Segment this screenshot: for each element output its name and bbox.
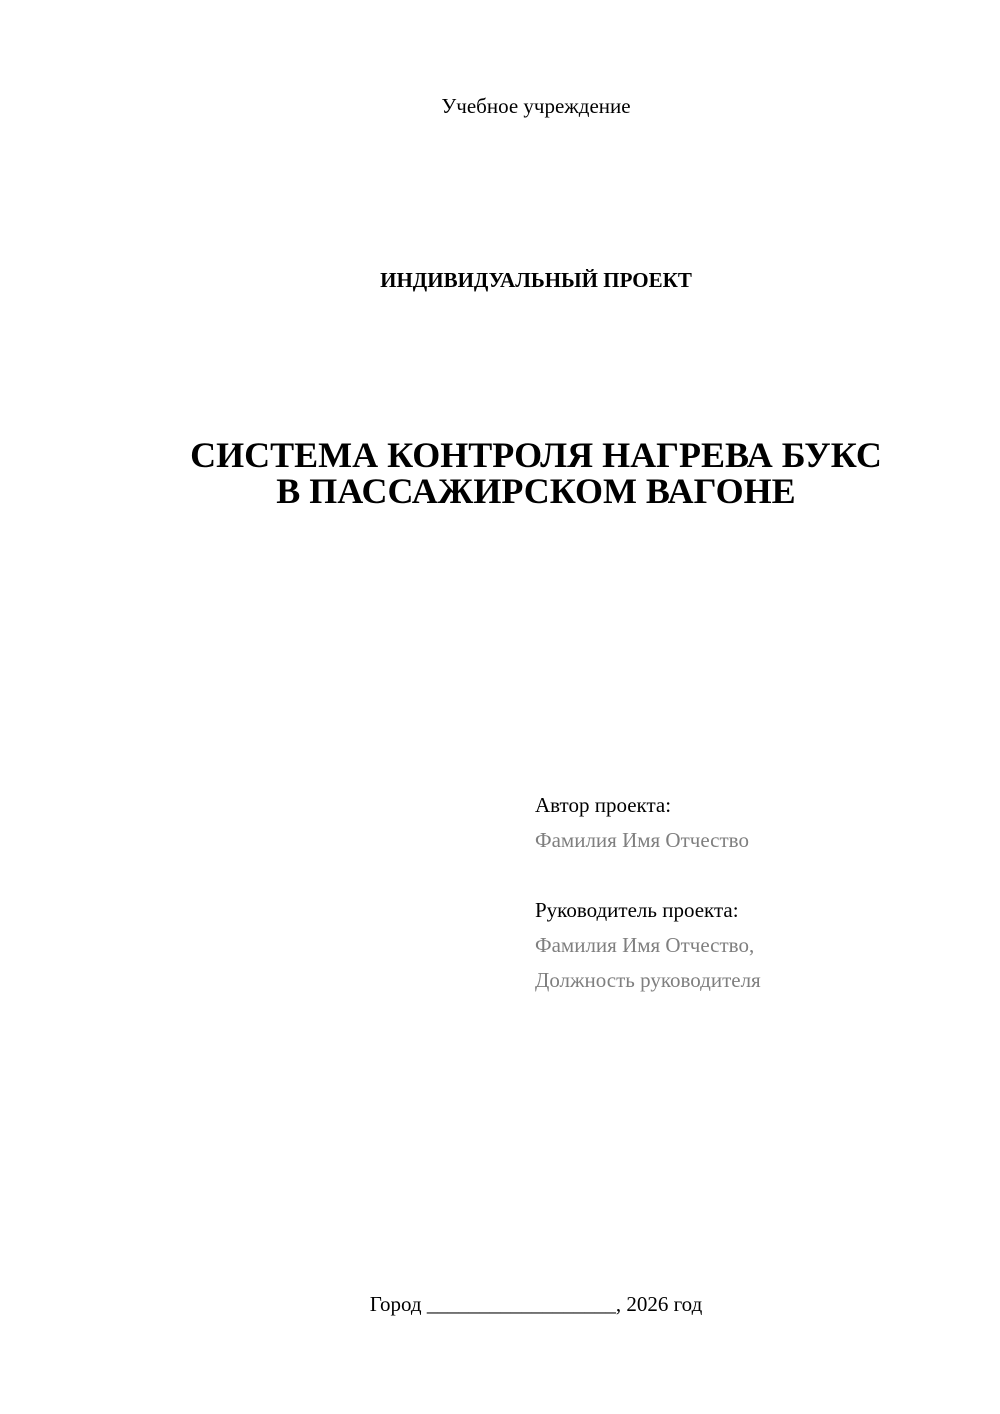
institution-name: Учебное учреждение	[441, 94, 631, 118]
author-label: Автор проекта:	[535, 793, 672, 817]
project-title	[0, 437, 1000, 509]
city-year-line	[0, 1290, 1000, 1318]
city-label: Город	[369, 1292, 422, 1316]
supervisor-label: Руководитель проекта:	[535, 898, 739, 922]
project-type-heading: ИНДИВИДУАЛЬНЫЙ ПРОЕКТ	[380, 268, 692, 292]
authors-block	[535, 788, 975, 998]
project-title-line-2: В ПАССАЖИРСКОМ ВАГОНЕ	[276, 471, 796, 511]
authors-spacer	[535, 858, 975, 893]
project-title-line-1: СИСТЕМА КОНТРОЛЯ НАГРЕВА БУКС	[190, 435, 882, 475]
author-name-placeholder: Фамилия Имя Отчество	[535, 828, 749, 852]
supervisor-name-placeholder: Фамилия Имя Отчество,	[535, 933, 755, 957]
city-blank: __________________	[426, 1292, 616, 1316]
supervisor-position-placeholder: Должность руководителя	[535, 968, 761, 992]
year-text: , 2026 год	[615, 1292, 703, 1316]
